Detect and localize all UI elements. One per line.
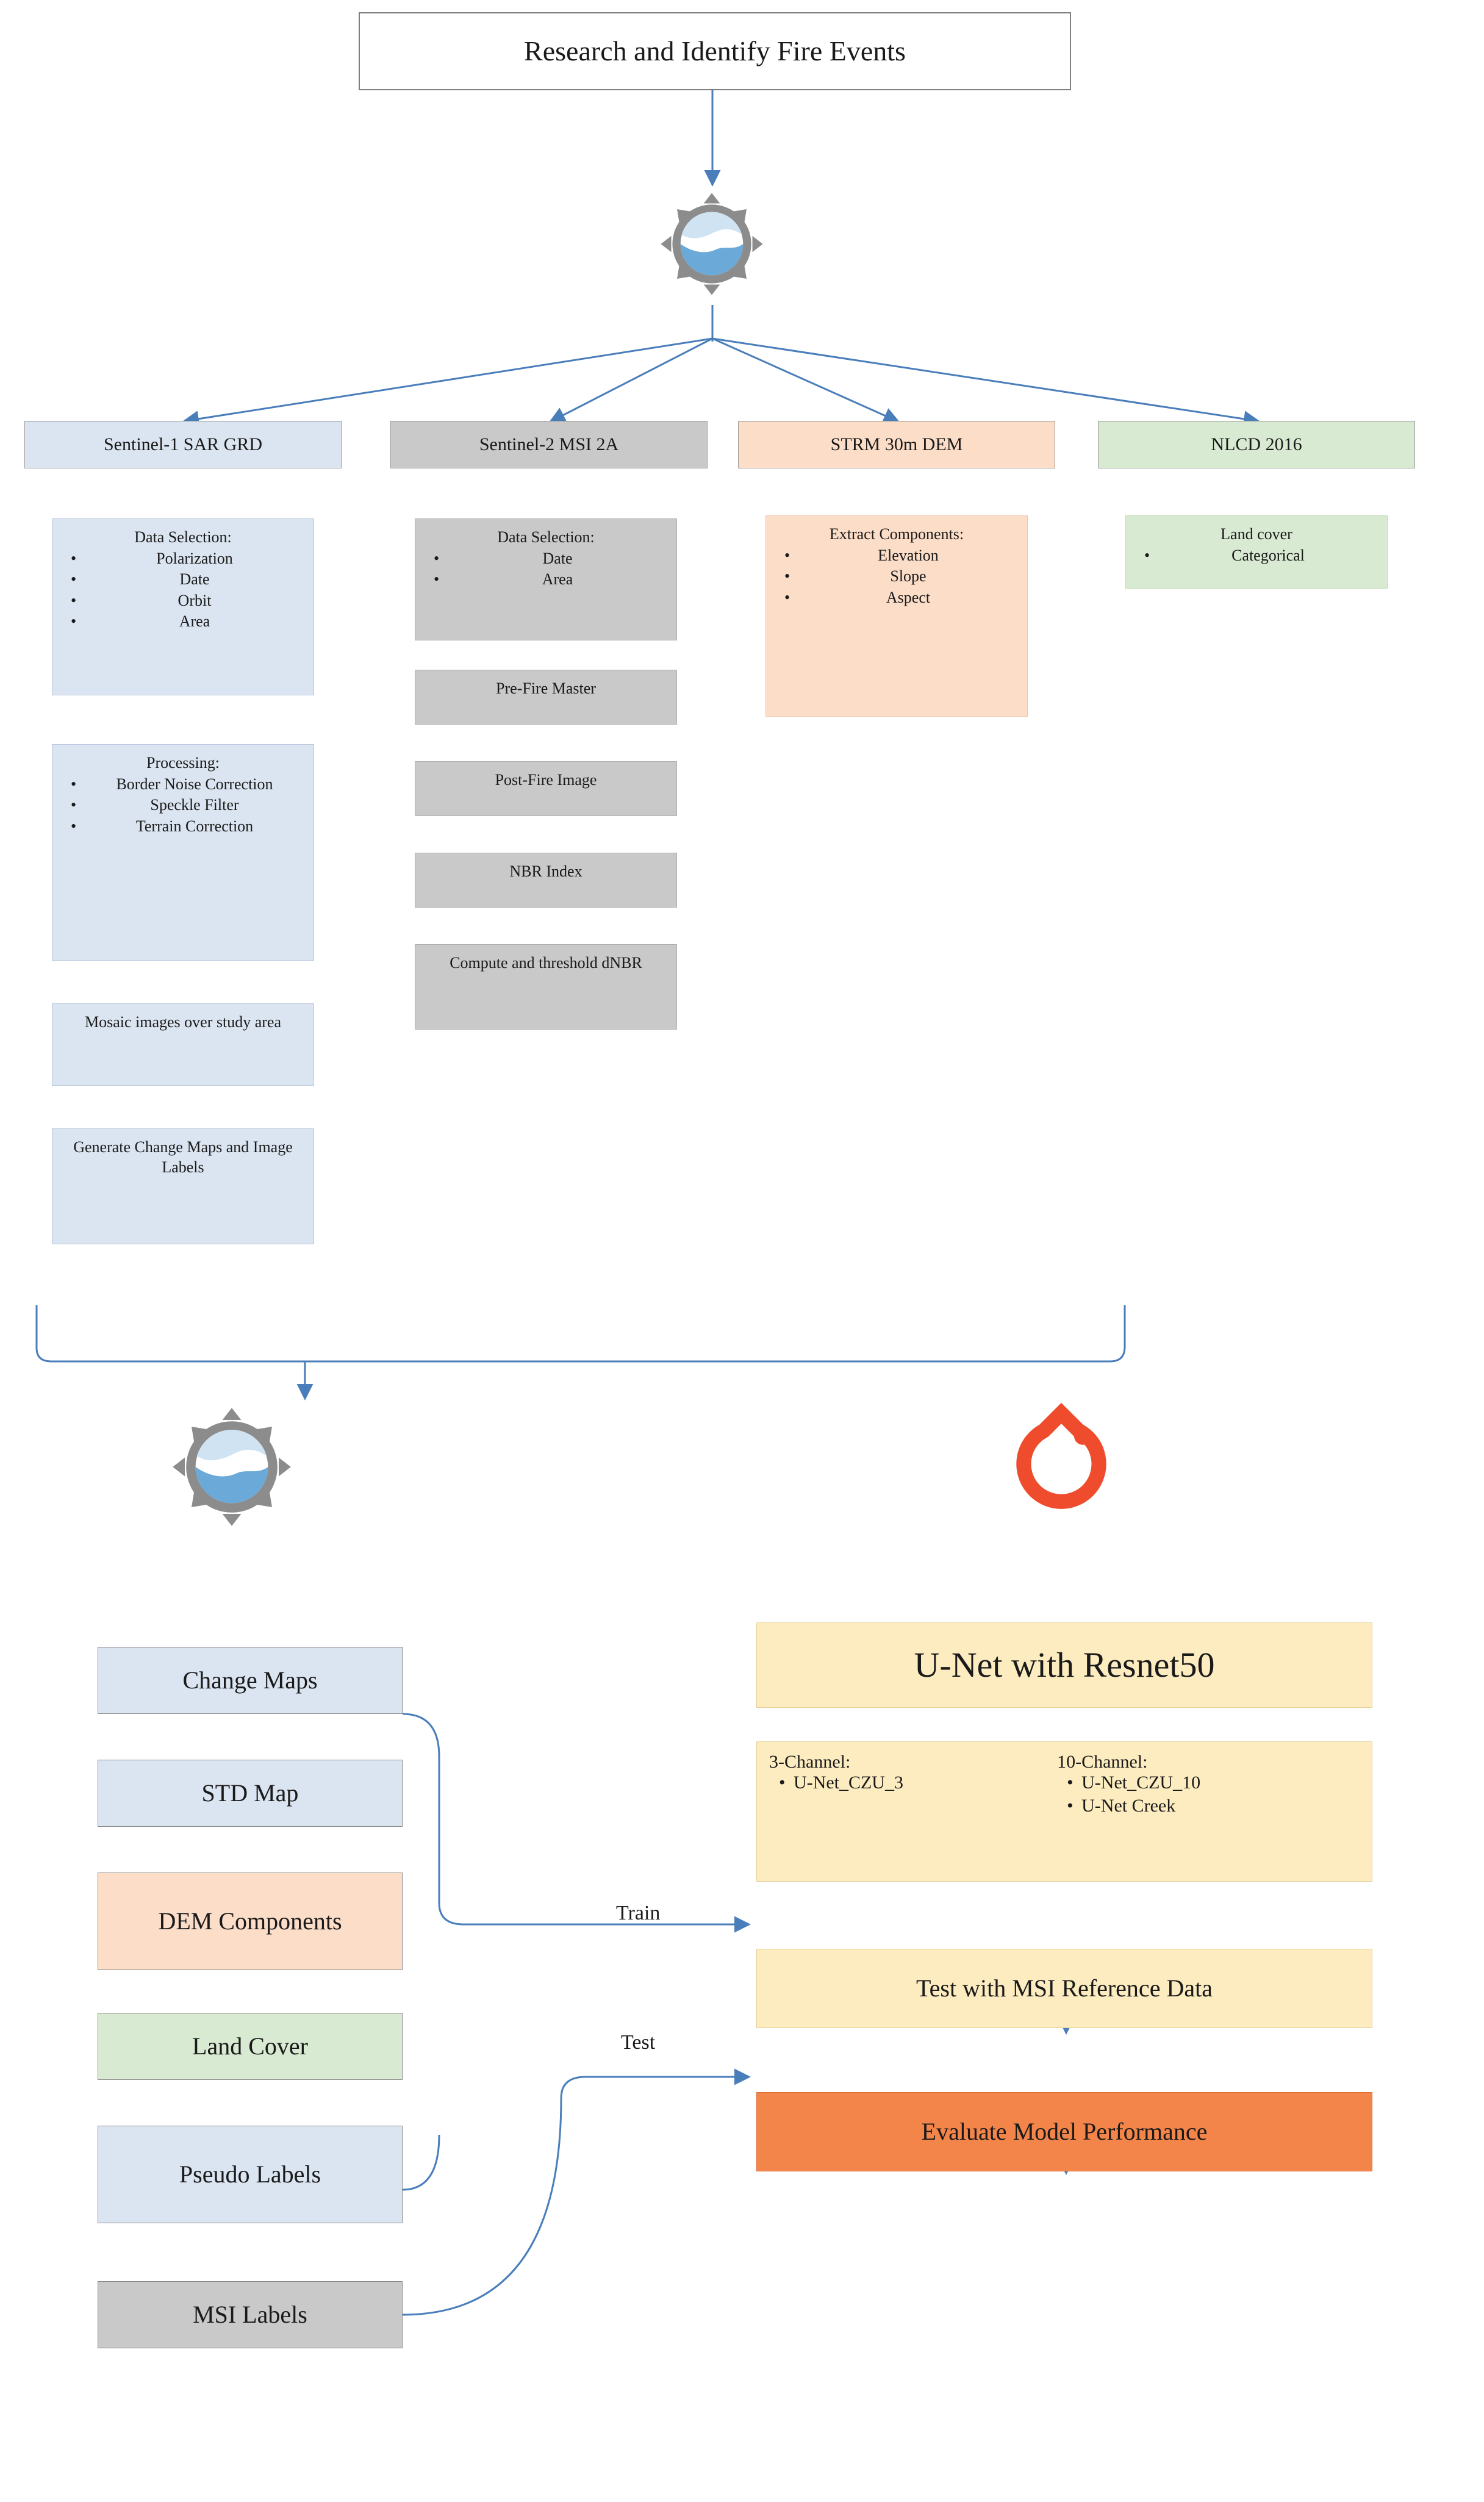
train-label: Train bbox=[616, 1902, 661, 1924]
source-header-dem bbox=[738, 421, 1055, 468]
panel-title: Data Selection: bbox=[134, 528, 232, 546]
panel-title: Land cover bbox=[1221, 525, 1292, 543]
sentinel1-step-data-selection bbox=[52, 518, 314, 695]
panel-title: Processing: bbox=[146, 754, 220, 772]
dem-step-extract-components bbox=[765, 515, 1028, 717]
sentinel1-step-processing bbox=[52, 744, 314, 961]
source-header-sentinel2 bbox=[390, 421, 708, 468]
input-dem-components bbox=[98, 1873, 403, 1970]
list-item: • Slope bbox=[799, 567, 1017, 587]
test-label: Test bbox=[621, 2031, 656, 2054]
list-item: • Date bbox=[448, 549, 667, 569]
sentinel2-step-dnbr bbox=[415, 944, 677, 1030]
list-item: • Speckle Filter bbox=[85, 795, 304, 815]
model-test-stage bbox=[756, 1949, 1372, 2028]
input-label: Land Cover bbox=[192, 2032, 308, 2060]
list-item: • Polarization bbox=[85, 549, 304, 569]
source-label: NLCD 2016 bbox=[1211, 434, 1302, 455]
source-label: STRM 30m DEM bbox=[830, 434, 963, 455]
list-item: • Elevation bbox=[799, 546, 1017, 566]
edge-label-train bbox=[616, 1902, 660, 1925]
sentinel2-step-pre-fire-master bbox=[415, 670, 677, 725]
evaluate-stage-label: Evaluate Model Performance bbox=[921, 2118, 1208, 2145]
panel-list bbox=[62, 549, 304, 632]
model-title-box bbox=[756, 1622, 1372, 1708]
list-item: • U-Net_CZU_3 bbox=[794, 1773, 1053, 1793]
input-label: DEM Components bbox=[158, 1907, 342, 1935]
pytorch-icon bbox=[994, 1397, 1128, 1537]
input-std-map bbox=[98, 1760, 403, 1827]
model-title: U-Net with Resnet50 bbox=[914, 1644, 1215, 1685]
input-label: Pseudo Labels bbox=[179, 2160, 321, 2188]
input-label: MSI Labels bbox=[193, 2301, 307, 2328]
model-evaluate-stage bbox=[756, 2092, 1372, 2171]
google-earth-engine-icon bbox=[654, 183, 770, 305]
panel-title: Extract Components: bbox=[829, 525, 964, 543]
list-item: • Border Noise Correction bbox=[85, 775, 304, 795]
channel-list bbox=[769, 1773, 1053, 1793]
input-pseudo-labels bbox=[98, 2126, 403, 2223]
source-label: Sentinel-2 MSI 2A bbox=[479, 434, 619, 455]
list-item: • U-Net_CZU_10 bbox=[1081, 1773, 1352, 1793]
input-label: STD Map bbox=[201, 1779, 299, 1807]
panel-list bbox=[1136, 546, 1377, 566]
model-channels-box bbox=[756, 1741, 1372, 1882]
channel-group-3 bbox=[769, 1752, 1053, 1796]
sentinel2-step-nbr-index bbox=[415, 853, 677, 908]
channel-list bbox=[1057, 1773, 1352, 1816]
source-header-nlcd bbox=[1098, 421, 1415, 468]
panel-title: Post-Fire Image bbox=[495, 771, 597, 789]
source-header-sentinel1 bbox=[24, 421, 342, 468]
sentinel1-step-mosaic bbox=[52, 1003, 314, 1086]
list-item: • U-Net Creek bbox=[1081, 1796, 1352, 1816]
list-item: • Area bbox=[85, 612, 304, 632]
input-label: Change Maps bbox=[182, 1666, 318, 1694]
title-box bbox=[359, 12, 1071, 90]
sentinel1-step-generate-change-maps bbox=[52, 1128, 314, 1244]
sentinel2-step-post-fire-image bbox=[415, 761, 677, 816]
panel-title: Compute and threshold dNBR bbox=[450, 954, 642, 972]
channel-title: 3-Channel: bbox=[769, 1752, 851, 1772]
source-label: Sentinel-1 SAR GRD bbox=[103, 434, 262, 455]
list-item: • Date bbox=[85, 570, 304, 590]
panel-title: Data Selection: bbox=[497, 528, 595, 546]
edge-label-test bbox=[621, 2031, 655, 2054]
title-text: Research and Identify Fire Events bbox=[524, 35, 906, 67]
panel-title: Mosaic images over study area bbox=[84, 1013, 281, 1031]
channel-group-10 bbox=[1057, 1752, 1352, 1819]
panel-title: Pre-Fire Master bbox=[496, 679, 596, 697]
input-land-cover bbox=[98, 2013, 403, 2080]
panel-list bbox=[425, 549, 667, 590]
input-msi-labels bbox=[98, 2281, 403, 2348]
panel-list bbox=[62, 775, 304, 837]
list-item: • Terrain Correction bbox=[85, 817, 304, 837]
nlcd-step-land-cover bbox=[1125, 515, 1388, 589]
google-earth-engine-icon-lower bbox=[165, 1397, 299, 1537]
panel-list bbox=[776, 546, 1017, 608]
channel-title: 10-Channel: bbox=[1057, 1752, 1148, 1772]
list-item: • Orbit bbox=[85, 591, 304, 611]
list-item: • Area bbox=[448, 570, 667, 590]
list-item: • Aspect bbox=[799, 588, 1017, 608]
panel-title: NBR Index bbox=[509, 862, 582, 880]
panel-title: Generate Change Maps and Image Labels bbox=[73, 1138, 293, 1176]
test-stage-label: Test with MSI Reference Data bbox=[916, 1974, 1213, 2002]
list-item: • Categorical bbox=[1159, 546, 1377, 566]
sentinel2-step-data-selection bbox=[415, 518, 677, 640]
input-change-maps bbox=[98, 1647, 403, 1714]
